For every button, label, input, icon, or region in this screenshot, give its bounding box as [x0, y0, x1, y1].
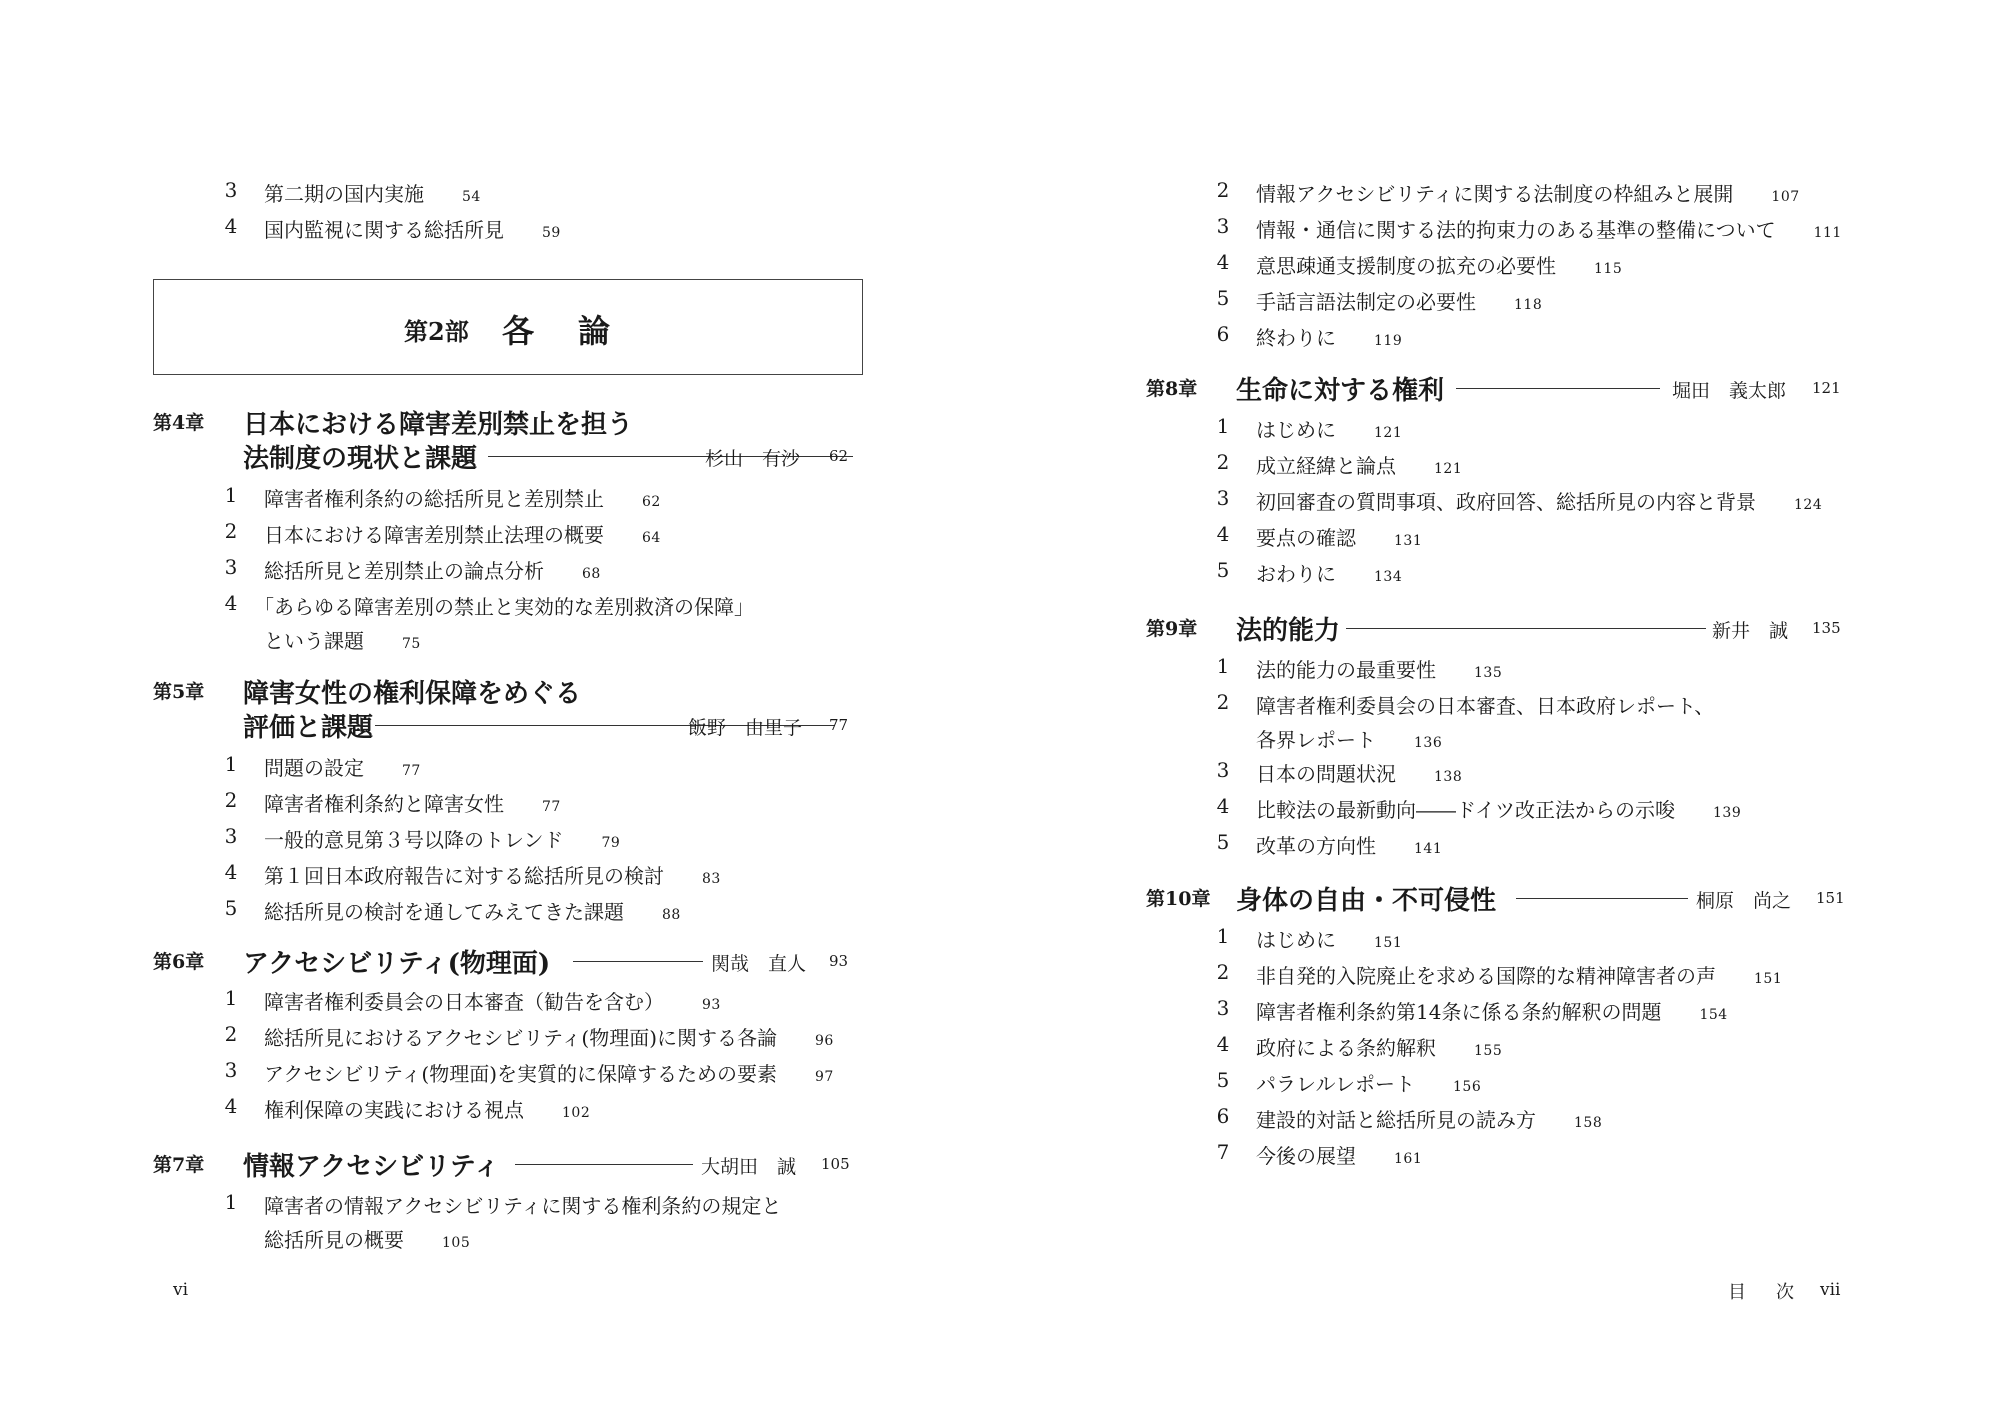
leader-rule	[1516, 898, 1688, 899]
right-page: 2 情報アクセシビリティに関する法制度の枠組みと展開 107 3 情報・通信に関する法的拘束力のある基準の整備について 111 4 意思疎通支援制度の拡充の必要性 115 5 手話言語法制定の必要性 118 6 終わりに 119 第8章 生命に対する権利 堀田 義太郎 121 1 はじめに 121 2 成立経緯と論点 121 3 初回審査の質問事項、政府回答、総括所見の内容と背景 124 4 要点の確認 131 5 おわりに 134 第9章 法的能力 新井 誠 135 1 法的能力の最重要性 135 2 障害者権利委員会の日本審査、日本政府レポート、 各界レポート 136 3 日本の問題状況 138 4 比較法の最新動向――ドイツ改正法からの示唆 139 5 改革の方向性 141 第10章 身体の自由・不可侵性 桐原 尚之 151 1 はじめに 151 2 非自発的入院廃止を求める国際的な精神障害者の声 151 3 障害者権利条約第14条に係る条約解釈の問題 154 4 政府による条約解釈 155 5 パラレルレポート 156 6 建設的対話と総括所見の読み方 158 7 今後の展望 161 目次 vii	[1146, 178, 1845, 1303]
part-label: 第2部	[404, 317, 469, 346]
page-number: vii	[1820, 1280, 1841, 1300]
left-page: 3 第二期の国内実施 54 4 国内監視に関する総括所見 59 第2部 各論 第4章 日本における障害差別禁止を担う 法制度の現状と課題 杉山 有沙 62 1 障害者権利条約の総括所見と差別禁止 62 2 日本における障害差別禁止法理の概要 64 3 総括所見と差別禁止の論点分析 68 4 「あらゆる障害差別の禁止と実効的な差別救済の保障」 という課題 75 第5章 障害女性の権利保障をめぐる 評価と課題 飯野 由里子 77 1 問題の設定 77 2 障害者権利条約と障害女性 77 3 一般的意見第３号以降のトレンド 79 4 第１回日本政府報告に対する総括所見の検討 83 5 総括所見の検討を通してみえてきた課題 88 第6章 アクセシビリティ(物理面) 関哉 直人 93 1 障害者権利委員会の日本審査（勧告を含む） 93 2 総括所見におけるアクセシビリティ(物理面)に関する各論 96 3 アクセシビリティ(物理面)を実質的に保障するための要素 97 4 権利保障の実践における視点 102 第7章 情報アクセシビリティ 大胡田 誠 105 1 障害者の情報アクセシビリティに関する権利条約の規定と 総括所見の概要 105 vi	[0, 0, 1000, 1414]
leader-rule	[1346, 628, 1706, 629]
leader-rule	[573, 961, 703, 962]
page-number: vi	[173, 1280, 189, 1300]
leader-rule	[1456, 388, 1660, 389]
part-heading-box	[153, 279, 863, 375]
part-title: 各論	[502, 312, 655, 350]
leader-rule	[515, 1164, 693, 1165]
running-head: 目次	[1728, 1282, 1824, 1303]
